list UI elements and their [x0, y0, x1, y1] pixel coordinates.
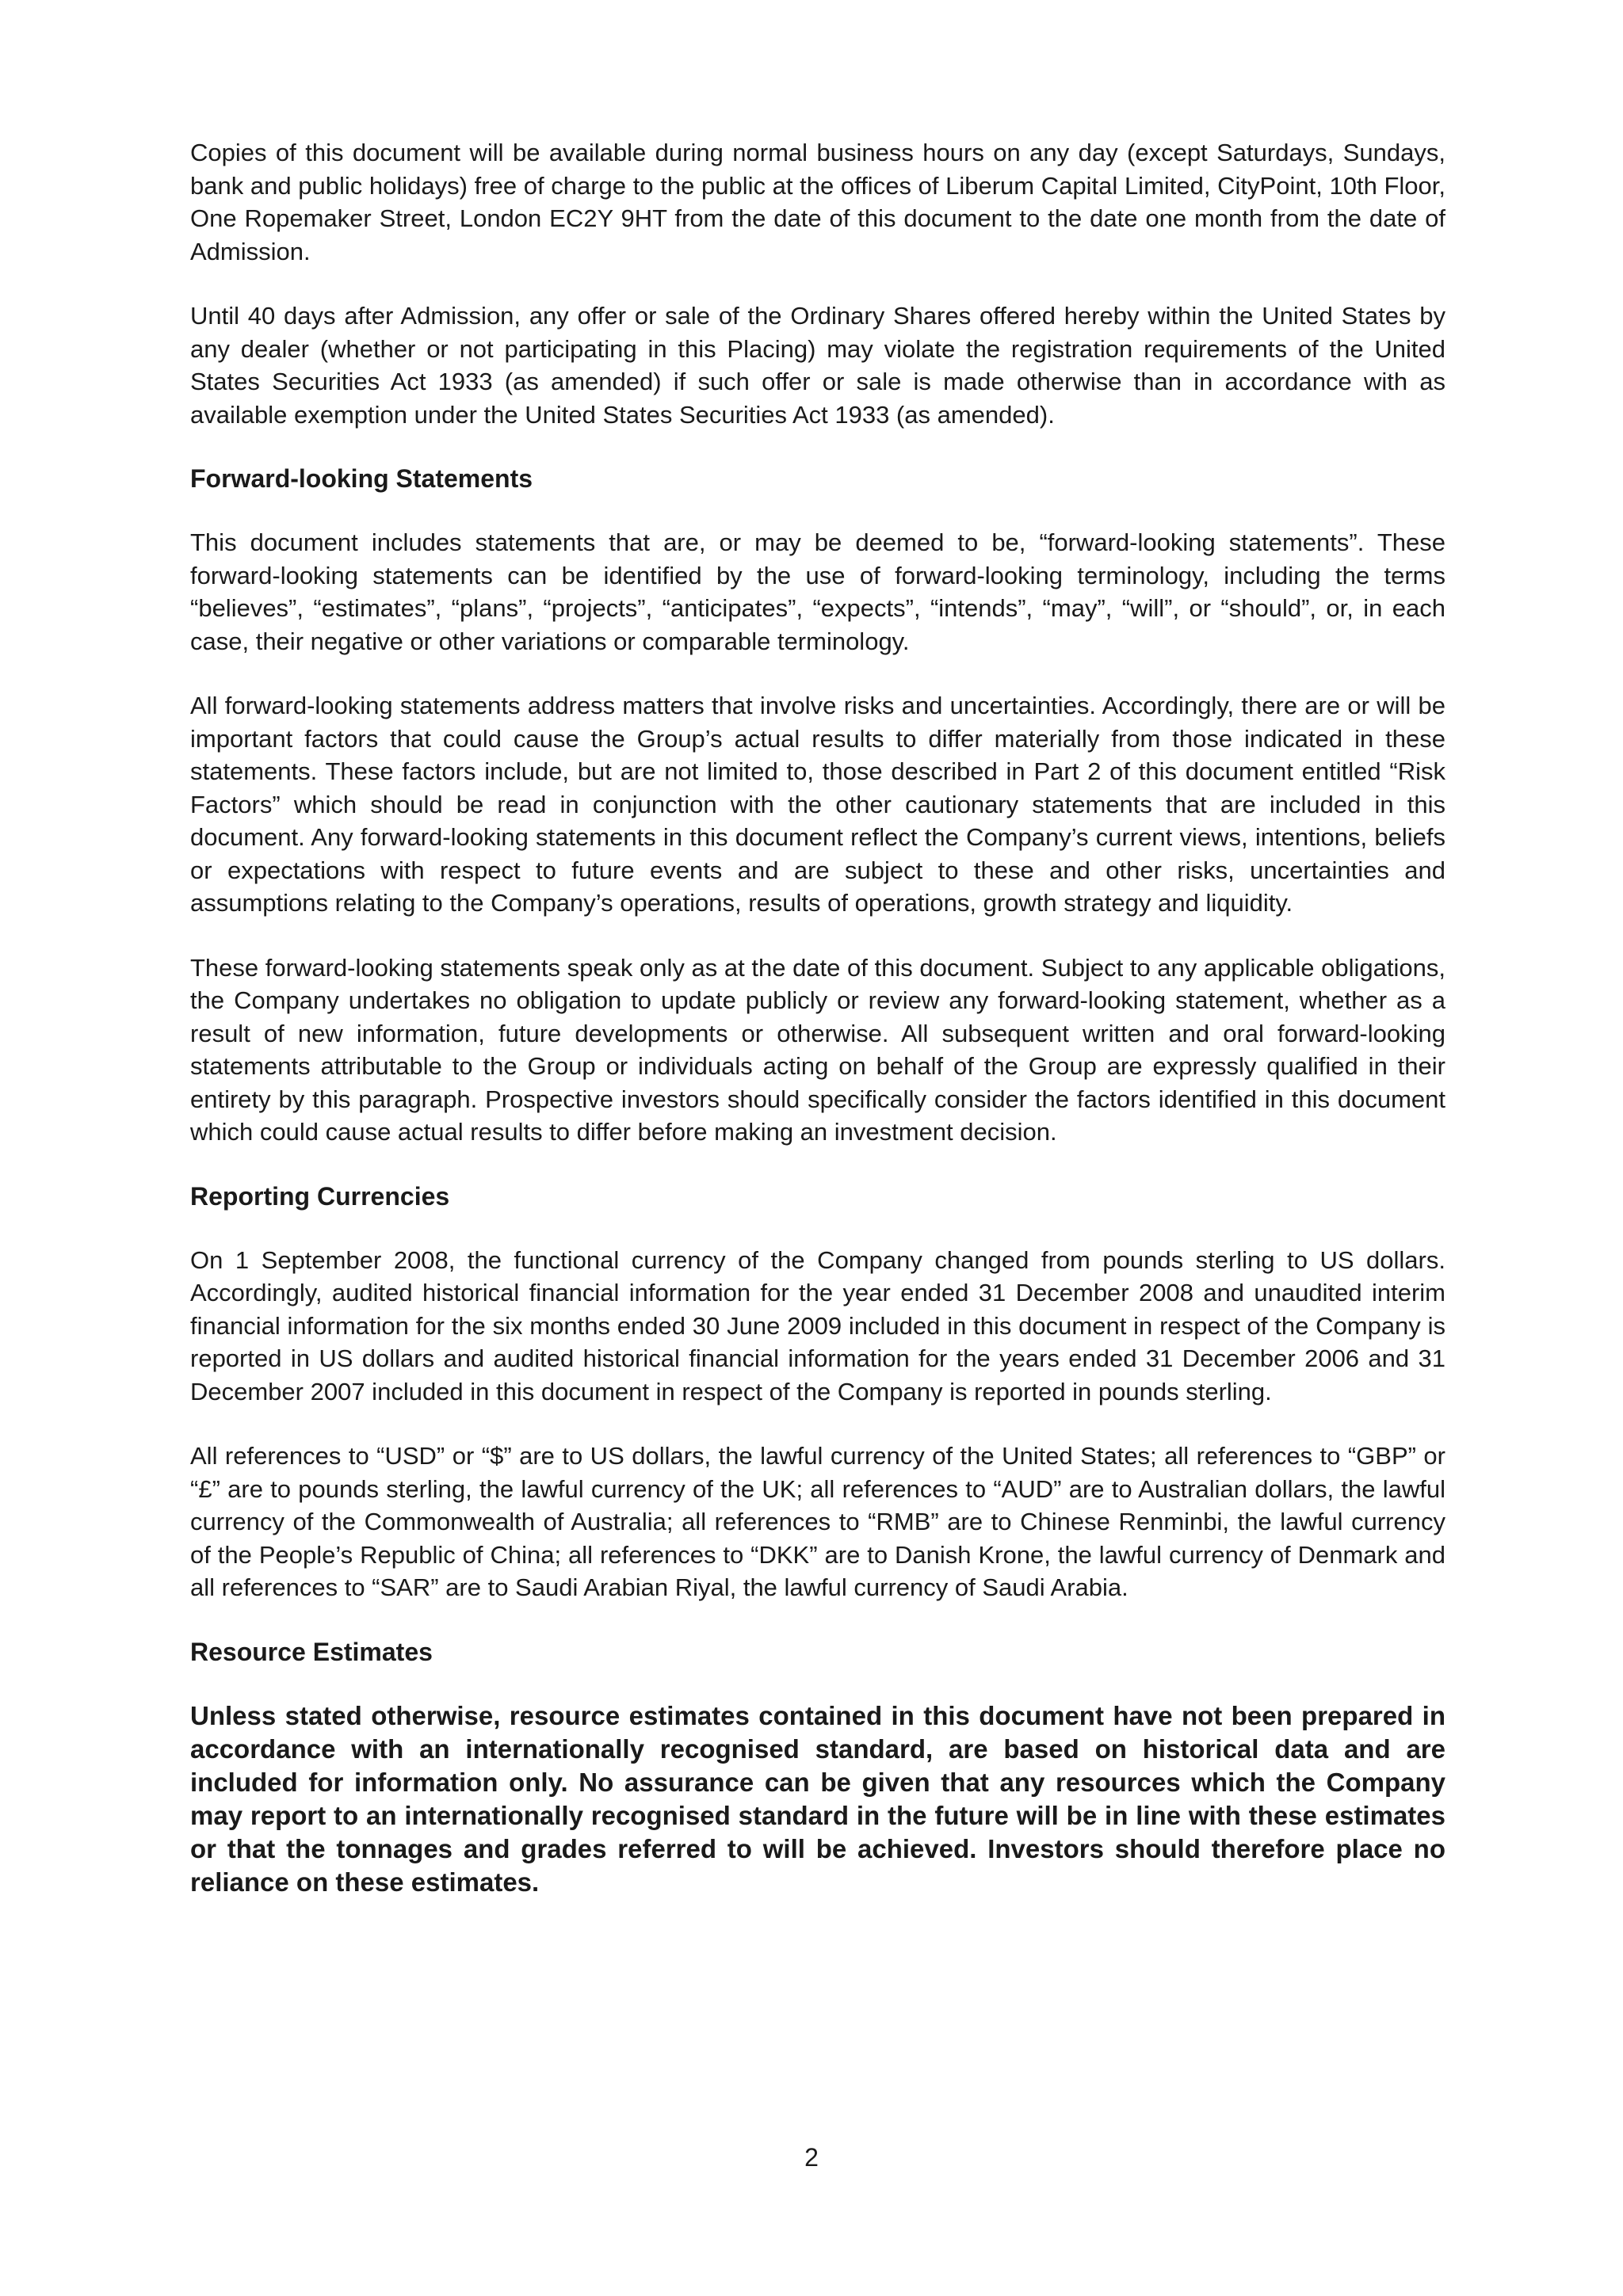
document-page — [190, 136, 1445, 1931]
resource-estimates-heading: Resource Estimates — [190, 1637, 433, 1666]
us-offer-restriction-paragraph: Until 40 days after Admission, any offer or sale of the Ordinary Shares offered hereby within the United States by any dealer (whether or not participating in this Placing) may violate the registration requirements of the United States Securities Act 1933 (as amended) if such offer or sale is made otherwise than in accordance with as available exemption under the United States Securities Act 1933 (as amended). — [190, 302, 1445, 429]
forward-looking-paragraph-3: These forward-looking statements speak only as at the date of this document. Subject to any applicable obligations, the Company undertakes no obligation to update publicly or review any forward-looking statement, whether as a result of new information, future developments or otherwise. All subsequent written and oral forward-looking statements attributable to the Group or individuals acting on behalf of the Group are expressly qualified in their entirety by this paragraph. Prospective investors should specifically consider the factors identified in this document which could cause actual results to differ before making an investment decision. — [190, 953, 1445, 1146]
reporting-currencies-paragraph-2: All references to “USD” or “$” are to US dollars, the lawful currency of the United States; all references to “GBP” or “£” are to pounds sterling, the lawful currency of the UK; all references to “AUD” are to Australian dollars, the lawful currency of the Commonwealth of Australia; all references to “RMB” are to Chinese Renminbi, the lawful currency of the People’s Republic of China; all references to “DKK” are to Danish Krone, the lawful currency of Denmark and all references to “SAR” are to Saudi Arabian Riyal, the lawful currency of Saudi Arabia. — [190, 1442, 1445, 1601]
reporting-currencies-paragraph-1: On 1 September 2008, the functional currency of the Company changed from pounds sterling to US dollars. Accordingly, audited historical financial information for the year ended 31 December 2008 and unaudited interim financial information for the six months ended 30 June 2009 included in this document in respect of the Company is reported in US dollars and audited historical financial information for the years ended 31 December 2006 and 31 December 2007 included in this document in respect of the Company is reported in pounds sterling. — [190, 1245, 1445, 1405]
forward-looking-paragraph-1: This document includes statements that are, or may be deemed to be, “forward-looking statements”. These forward-looking statements can be identified by the use of forward-looking terminology, including the terms “believes”, “estimates”, “plans”, “projects”, “anticipates”, “expects”, “intends”, “may”, “will”, or “should”, or, in each case, their negative or other variations or comparable terminology. — [190, 528, 1445, 655]
reporting-currencies-heading: Reporting Currencies — [190, 1181, 450, 1211]
page-number: 2 — [804, 2143, 819, 2172]
resource-estimates-paragraph: Unless stated otherwise, resource estimates contained in this document have not been prepared in accordance with an internationally recognised standard, are based on historical data and are included for information only. No assurance can be given that any resources which the Company may report to an internationally recognised standard in the future will be in line with these estimates or that the tonnages and grades referred to will be achieved. Investors should therefore place no reliance on these estimates. — [190, 1700, 1445, 1897]
copies-availability-paragraph: Copies of this document will be available during normal business hours on any day (except Saturdays, Sundays, bank and public holidays) free of charge to the public at the offices of Liberum Capital Limited, CityPoint, 10th Floor, One Ropemaker Street, London EC2Y 9HT from the date of this document to the date one month from the date of Admission. — [190, 139, 1445, 265]
forward-looking-paragraph-2: All forward-looking statements address matters that involve risks and uncertainties. Accordingly, there are or will be important factors that could cause the Group’s actual results to differ materially from those indicated in these statements. These factors include, but are not limited to, those described in Part 2 of this document entitled “Risk Factors” which should be read in conjunction with the other cautionary statements that are included in this document. Any forward-looking statements in this document reflect the Company’s current views, intentions, beliefs or expectations with respect to future events and are subject to these and other risks, uncertainties and assumptions relating to the Company’s operations, results of operations, growth strategy and liquidity. — [190, 692, 1445, 917]
forward-looking-heading: Forward-looking Statements — [190, 464, 533, 493]
